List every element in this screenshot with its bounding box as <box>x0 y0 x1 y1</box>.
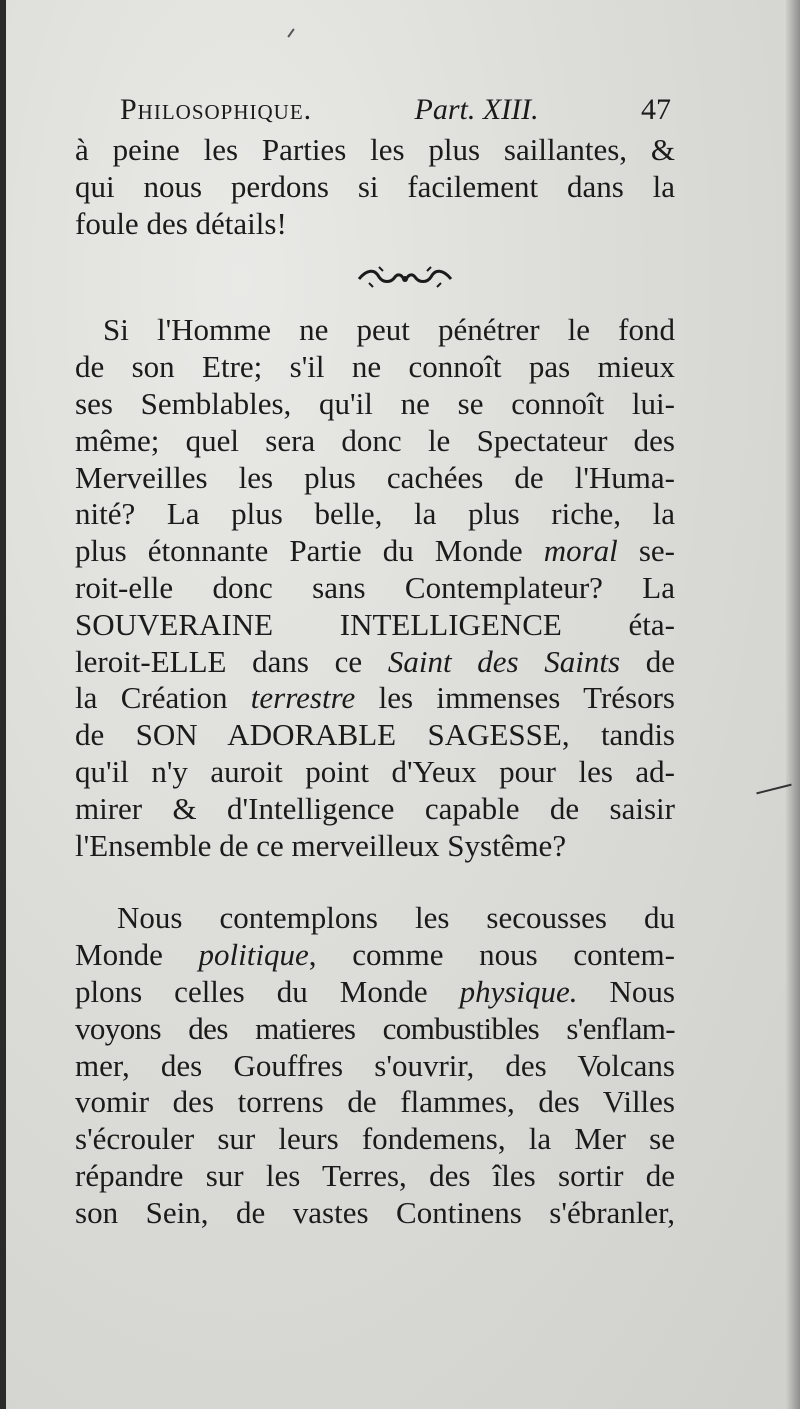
text-line: même; quel sera donc le Spectateur des <box>75 422 675 458</box>
text-line: plus étonnante Partie du Monde moral se- <box>75 533 676 569</box>
paragraph-3 <box>75 900 675 1231</box>
text-block <box>75 92 675 1232</box>
pen-mark <box>287 28 294 37</box>
fleuron-ornament-icon <box>135 242 675 312</box>
text-line: Merveilles les plus cachées de l'Huma- <box>75 459 675 495</box>
text-line: plons celles du Monde physique. Nous <box>75 973 676 1009</box>
text-line: voyons des matieres combustibles s'enflam- <box>75 1010 675 1046</box>
text-line: Si l'Homme ne peut pénétrer le fond <box>103 312 675 348</box>
running-title: Philosophique. <box>120 93 313 126</box>
text-line: leroit-ELLE dans ce Saint des Saints de <box>75 643 675 679</box>
text-line: mer, des Gouffres s'ouvrir, des Volcans <box>75 1047 675 1083</box>
paragraph-2 <box>75 312 675 864</box>
text-line: répandre sur les Terres, des îles sortir de <box>75 1157 675 1193</box>
text-line: qui nous perdons si facilement dans la <box>75 168 675 204</box>
paragraph-1 <box>75 132 675 242</box>
text-line: de son Etre; s'il ne connoît pas mieux <box>75 349 675 385</box>
page-edge-left <box>0 0 6 1409</box>
text-line: l'Ensemble de ce merveilleux Systême? <box>75 827 567 863</box>
part-label: Part. XIII. <box>414 93 539 126</box>
text-line: mirer & d'Intelligence capable de saisir <box>75 790 675 826</box>
text-line: à peine les Parties les plus saillantes, & <box>75 132 675 167</box>
text-line: s'écrouler sur leurs fondemens, la Mer se <box>75 1121 675 1157</box>
text-line: ses Semblables, qu'il ne se connoît lui- <box>75 385 675 421</box>
text-line: foule des détails! <box>75 205 287 241</box>
text-line: nité? La plus belle, la plus riche, la <box>75 496 675 532</box>
running-header <box>120 92 671 132</box>
paragraph-gap <box>75 864 675 900</box>
text-line: la Création terrestre les immenses Trésors <box>75 680 675 716</box>
text-line: son Sein, de vastes Continens s'ébranler, <box>75 1194 675 1230</box>
page-number: 47 <box>640 93 671 126</box>
text-line: roit-elle donc sans Contemplateur? La <box>75 569 675 605</box>
text-line: Nous contemplons les secousses du <box>117 900 675 936</box>
text-line: Monde politique, comme nous contem- <box>75 937 675 973</box>
page-edge-right <box>786 0 800 1409</box>
text-line: vomir des torrens de flammes, des Villes <box>75 1084 675 1120</box>
text-line: qu'il n'y auroit point d'Yeux pour les ad- <box>75 753 675 789</box>
text-line: SOUVERAINE INTELLIGENCE éta- <box>75 606 675 642</box>
text-line: de SON ADORABLE SAGESSE, tandis <box>75 717 675 753</box>
